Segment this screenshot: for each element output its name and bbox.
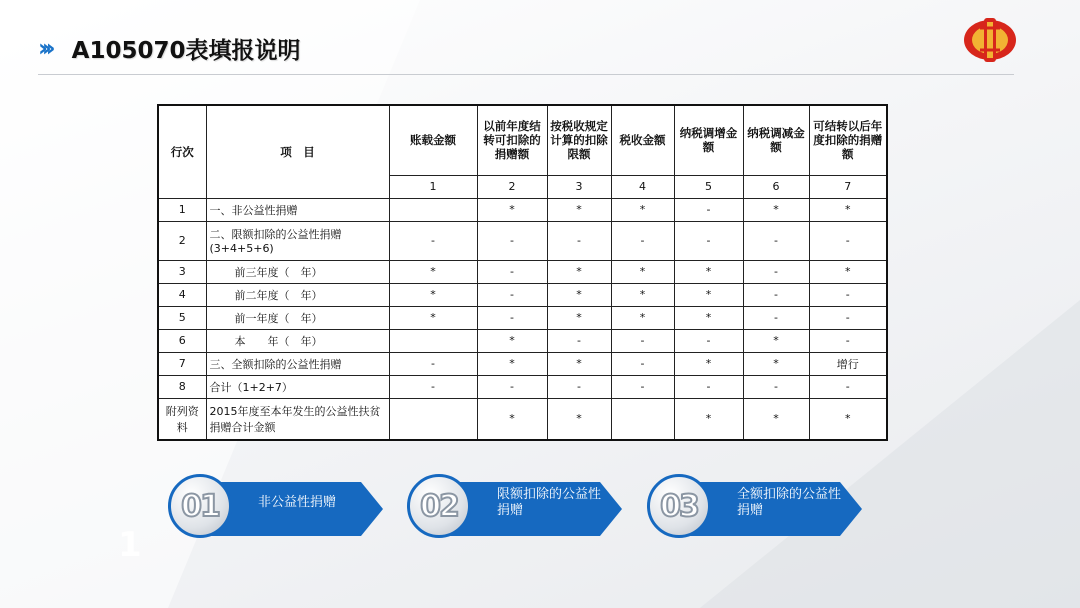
col-header-deduction-limit: 按税收规定计算的扣除限额: [547, 105, 611, 175]
table-cell: -: [743, 283, 809, 306]
step-number-badge: 03: [647, 474, 711, 538]
step-number-badge: 02: [407, 474, 471, 538]
col-header-decrease: 纳税调减金额: [743, 105, 809, 175]
table-cell: [611, 398, 674, 440]
col-header-book-amount: 账载金额: [389, 105, 477, 175]
col-number: 5: [674, 175, 743, 198]
page-number: 1: [118, 525, 142, 565]
table-body: [158, 198, 887, 440]
row-number: 2: [158, 221, 206, 260]
table-cell: -: [547, 375, 611, 398]
table-cell: -: [477, 283, 547, 306]
triple-chevron-icon: ›››: [38, 34, 50, 62]
col-number: 2: [477, 175, 547, 198]
table-cell: *: [477, 329, 547, 352]
table-cell: *: [674, 352, 743, 375]
table-cell: -: [809, 283, 887, 306]
table-cell: -: [547, 221, 611, 260]
row-item: 前三年度（ 年）: [206, 260, 389, 283]
row-number: 1: [158, 198, 206, 221]
table-row: [158, 375, 887, 398]
table-cell: [389, 198, 477, 221]
table-row: [158, 352, 887, 375]
table-cell: *: [547, 306, 611, 329]
table-cell: -: [477, 375, 547, 398]
row-item: 前二年度（ 年）: [206, 283, 389, 306]
category-steps: [0, 474, 1080, 544]
step-limited-deduction[interactable]: [407, 474, 622, 544]
table-cell: -: [674, 198, 743, 221]
col-number: 7: [809, 175, 887, 198]
row-item: 本 年（ 年）: [206, 329, 389, 352]
table-cell: -: [611, 221, 674, 260]
col-number: 6: [743, 175, 809, 198]
table-row: [158, 221, 887, 260]
table-cell: *: [477, 198, 547, 221]
table-cell: 增行: [809, 352, 887, 375]
table-row: [158, 398, 887, 440]
table-cell: *: [743, 198, 809, 221]
table-cell: -: [611, 375, 674, 398]
row-number: 8: [158, 375, 206, 398]
table-cell: *: [611, 260, 674, 283]
table-cell: -: [674, 329, 743, 352]
row-number: 7: [158, 352, 206, 375]
a105070-table: [157, 104, 888, 441]
row-number: 3: [158, 260, 206, 283]
table-cell: *: [477, 398, 547, 440]
row-item: 一、非公益性捐赠: [206, 198, 389, 221]
table-cell: *: [743, 352, 809, 375]
table-row: [158, 260, 887, 283]
row-number: 6: [158, 329, 206, 352]
col-number: 1: [389, 175, 477, 198]
step-label: 全额扣除的公益性捐赠: [737, 487, 842, 518]
row-number: 5: [158, 306, 206, 329]
row-number: 附列资料: [158, 398, 206, 440]
step-non-public-welfare[interactable]: [168, 474, 383, 544]
step-full-deduction[interactable]: [647, 474, 862, 544]
row-item: 前一年度（ 年）: [206, 306, 389, 329]
row-number: 4: [158, 283, 206, 306]
table-cell: *: [547, 283, 611, 306]
col-header-prior-carryforward: 以前年度结转可扣除的捐赠额: [477, 105, 547, 175]
table-cell: -: [743, 306, 809, 329]
table-cell: *: [809, 198, 887, 221]
table-cell: -: [477, 221, 547, 260]
table-row: [158, 283, 887, 306]
row-item: 三、全额扣除的公益性捐赠: [206, 352, 389, 375]
table-cell: -: [477, 306, 547, 329]
table-cell: *: [674, 306, 743, 329]
col-header-tax-amount: 税收金额: [611, 105, 674, 175]
table-cell: *: [547, 260, 611, 283]
table-cell: *: [547, 198, 611, 221]
table-cell: [389, 398, 477, 440]
table-row: [158, 306, 887, 329]
table-cell: *: [389, 306, 477, 329]
table-cell: *: [674, 260, 743, 283]
table-cell: -: [743, 221, 809, 260]
row-item: 二、限额扣除的公益性捐赠(3+4+5+6): [206, 221, 389, 260]
table-cell: *: [743, 329, 809, 352]
table-cell: -: [547, 329, 611, 352]
header-row: [158, 105, 887, 175]
slide-header: [38, 30, 301, 66]
table-cell: *: [809, 398, 887, 440]
row-item: 合计（1+2+7）: [206, 375, 389, 398]
table-cell: -: [809, 329, 887, 352]
table-cell: -: [674, 375, 743, 398]
table-cell: [389, 329, 477, 352]
table-cell: *: [547, 398, 611, 440]
header-divider: [38, 74, 1014, 75]
tax-emblem-icon: [962, 12, 1018, 66]
table-cell: -: [477, 260, 547, 283]
table-cell: -: [611, 329, 674, 352]
table-cell: -: [743, 260, 809, 283]
table-cell: *: [611, 306, 674, 329]
table-cell: -: [809, 221, 887, 260]
table-cell: *: [809, 260, 887, 283]
step-label: 非公益性捐赠: [258, 495, 337, 510]
table-cell: *: [674, 283, 743, 306]
table-cell: *: [674, 398, 743, 440]
table-row: [158, 329, 887, 352]
step-number-badge: 01: [168, 474, 232, 538]
col-header-increase: 纳税调增金额: [674, 105, 743, 175]
col-number: 3: [547, 175, 611, 198]
table-cell: -: [389, 375, 477, 398]
col-header-item: 项 目: [206, 105, 389, 198]
table-cell: -: [809, 306, 887, 329]
table-cell: *: [611, 198, 674, 221]
table-cell: -: [743, 375, 809, 398]
table-cell: -: [674, 221, 743, 260]
table-cell: -: [809, 375, 887, 398]
table-row: [158, 198, 887, 221]
col-number: 4: [611, 175, 674, 198]
table-cell: -: [389, 221, 477, 260]
page-title: A105070表填报说明: [71, 37, 301, 64]
table-cell: -: [389, 352, 477, 375]
table-cell: *: [477, 352, 547, 375]
table-cell: *: [743, 398, 809, 440]
col-header-row-no: 行次: [158, 105, 206, 198]
row-item: 2015年度至本年发生的公益性扶贫捐赠合计金额: [206, 398, 389, 440]
table-cell: *: [389, 283, 477, 306]
col-header-future-carryforward: 可结转以后年度扣除的捐赠额: [809, 105, 887, 175]
step-label: 限额扣除的公益性捐赠: [497, 487, 602, 518]
table-cell: *: [547, 352, 611, 375]
table-cell: *: [611, 283, 674, 306]
table-cell: -: [611, 352, 674, 375]
table-cell: *: [389, 260, 477, 283]
